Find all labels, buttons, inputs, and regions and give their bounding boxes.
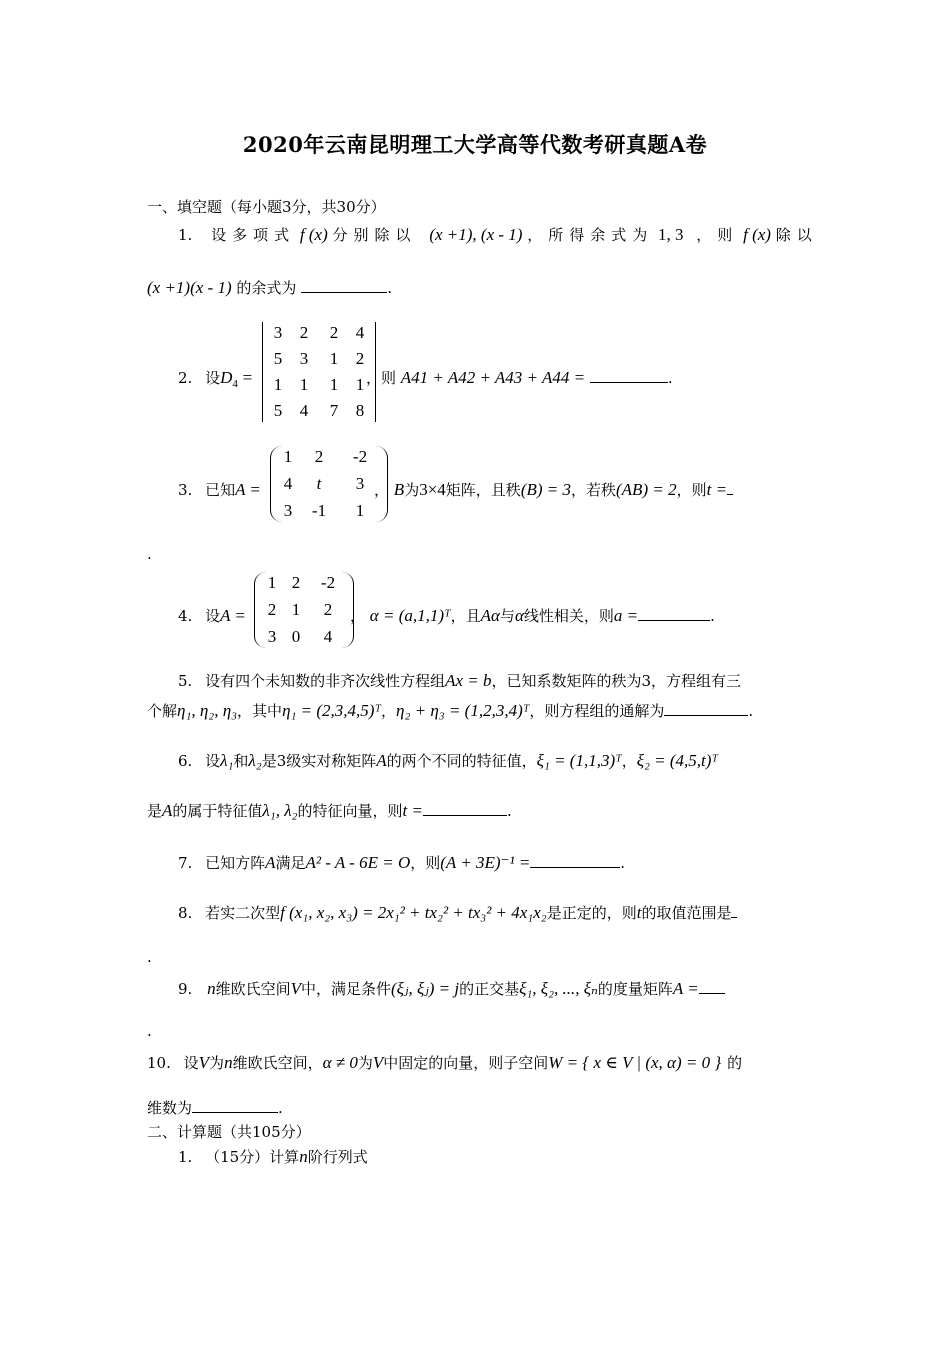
q4-matrix (254, 572, 354, 648)
q1-math-4: f (x) (743, 225, 771, 244)
q8-number: 8. (178, 904, 193, 922)
q5-math-4: η₂ + η₃ = (1,2,3,4)ᵀ (396, 701, 530, 720)
q5-math-1: Ax = b (445, 671, 492, 690)
q2-text-2: ，则 (366, 369, 397, 387)
q3-math-3: (B) = 3 (520, 480, 571, 499)
q2-determinant-grid (267, 322, 371, 422)
q5-text-4: ，其中 (237, 702, 283, 720)
q6-text-3: 是3级实对称矩阵 (261, 752, 377, 770)
q1-number: 1. (178, 226, 193, 244)
q3-text-5: ，若秩 (571, 481, 617, 499)
q6-answer-blank (423, 803, 507, 816)
q10-answer-blank (192, 1100, 278, 1113)
q3-end: . (147, 545, 152, 563)
q6-text-6: 是 (147, 802, 163, 820)
q10-math-2: n (224, 1053, 233, 1072)
q1-math-3: 1, 3 (658, 225, 684, 244)
q4-math-2: Aα (480, 606, 500, 625)
q3-math-5: t = (706, 480, 728, 499)
q8-end: . (147, 948, 152, 966)
q2-matrix-cell: 4 (355, 323, 365, 342)
q4-text-3: ，且 (450, 607, 481, 625)
q6-text-1: 设 (205, 752, 221, 770)
q8-text-1: 若实二次型 (205, 904, 281, 922)
q1-end: . (387, 279, 392, 297)
q3-matrix-cell: 3 (283, 501, 293, 520)
q2-matrix-cell: 1 (299, 375, 309, 394)
c1-math-1: n (299, 1147, 308, 1166)
q10-text-2: 为 (209, 1054, 225, 1072)
q2-lhs-sub: 4 (232, 378, 238, 390)
question-5-line-2 (147, 700, 753, 721)
c1-text-2: 阶行列式 (307, 1148, 368, 1166)
q8-text-2: 是正定的，则 (546, 904, 637, 922)
q3-matrix-cell: 4 (283, 474, 293, 493)
q2-matrix-cell: 5 (273, 349, 283, 368)
q2-end: . (667, 369, 673, 387)
q6-math-3: A (376, 751, 387, 770)
q9-text-2: 中，满足条件 (301, 980, 392, 998)
q10-math-4: V (372, 1053, 384, 1072)
q4-math-3: α (514, 606, 524, 625)
q9-math-4: ξ₁, ξ₂, ..., ξₙ (519, 979, 598, 998)
q3-text-6: ，则 (676, 481, 707, 499)
q6-end: . (506, 802, 512, 820)
q4-text-5: 线性相关，则 (523, 607, 614, 625)
q2-matrix-cell: 5 (273, 401, 283, 420)
q10-math-5: W = { x ∈ V | (x, α) = 0 } (548, 1053, 722, 1072)
q4-answer-blank (638, 608, 710, 621)
q4-matrix-cell: 1 (291, 600, 301, 619)
q2-expr: A41 + A42 + A43 + A44 = (400, 368, 586, 387)
q7-text-2: 满足 (275, 854, 306, 872)
q10-text-7: 维数为 (147, 1099, 193, 1117)
q10-text-1: 设 (183, 1054, 199, 1072)
q2-matrix-cell: 1 (273, 375, 283, 394)
q1-math-1: f (x) (299, 225, 328, 244)
q4-text-4: 与 (499, 607, 515, 625)
q3-matrix-cell: -1 (311, 501, 327, 520)
q2-matrix-cell: 1 (329, 349, 339, 368)
q3-matrix-cell: 1 (283, 447, 293, 466)
q4-matrix-cell: 2 (267, 600, 277, 619)
q4-math-4: a = (613, 606, 639, 625)
q9-math-5: A = (672, 979, 699, 998)
q4-text-1: 设 (205, 607, 221, 625)
q7-answer-blank (530, 855, 620, 868)
q10-math-1: V (198, 1053, 210, 1072)
q3-math-2: 3×4 (419, 480, 446, 499)
q7-text-3: ，则 (410, 854, 441, 872)
q2-matrix-cell: 2 (299, 323, 309, 342)
q6-text-5: ， (621, 752, 637, 770)
q2-lhs: D (220, 368, 233, 387)
q3-text-3: 为 (404, 481, 420, 499)
q4-matrix-cell: 1 (267, 573, 277, 592)
q1-text-5: 除以 (775, 226, 818, 244)
q3-matrix-cell: 3 (355, 474, 365, 493)
q3-matrix-grid (279, 446, 379, 522)
q10-text-3: 维欧氏空间， (232, 1054, 323, 1072)
q5-text-3: 个解 (147, 702, 178, 720)
q3-matrix-cell: 1 (355, 501, 365, 520)
q9-text-4: 的度量矩阵 (597, 980, 673, 998)
q2-matrix-cell: 1 (355, 375, 365, 394)
q6-math-7: λ₁, λ₂ (262, 801, 298, 820)
q5-math-2: η₁, η₂, η₃ (177, 701, 238, 720)
q6-text-7: 的属于特征值 (172, 802, 263, 820)
q6-math-2: λ₂ (248, 751, 262, 770)
q6-text-2: 和 (233, 752, 249, 770)
q8-answer-blank (731, 905, 737, 918)
q4-matrix-cell: 0 (291, 627, 301, 646)
q9-math-1: n (207, 979, 216, 998)
q4-lhs: A = (220, 606, 246, 625)
q10-text-5: 中固定的向量，则子空间 (383, 1054, 549, 1072)
q10-number: 10. (147, 1054, 171, 1072)
q3-suffix (374, 479, 733, 500)
q10-end: . (278, 1099, 283, 1117)
question-10-line-1 (147, 1052, 742, 1073)
q4-text-2: ， (350, 607, 366, 625)
c1-text-1: （15分）计算 (205, 1148, 300, 1166)
question-8 (178, 902, 737, 923)
q6-text-4: 的两个不同的特征值， (386, 752, 537, 770)
q4-suffix (350, 605, 715, 626)
q2-prefix (178, 367, 252, 390)
q7-math-3: (A + 3E)⁻¹ = (440, 853, 531, 872)
q3-matrix-cell: -2 (352, 447, 368, 466)
q2-text-1: 设 (205, 369, 221, 387)
q5-text-6: ，则方程组的通解为 (529, 702, 665, 720)
q9-text-1: 维欧氏空间 (215, 980, 291, 998)
q2-matrix-cell: 8 (355, 401, 365, 420)
q6-math-5: ξ₂ = (4,5,t)ᵀ (636, 751, 718, 770)
q2-matrix-cell: 4 (299, 401, 309, 420)
q3-prefix (178, 479, 261, 500)
q4-matrix-cell: 4 (323, 627, 333, 646)
q9-answer-blank (699, 981, 725, 994)
q3-number: 3. (178, 481, 193, 499)
q7-number: 7. (178, 854, 193, 872)
q4-matrix-cell: 2 (323, 600, 333, 619)
q5-text-5: ， (381, 702, 397, 720)
q3-lhs: A = (235, 480, 261, 499)
q1-answer-blank (301, 280, 387, 293)
page-title: 2020年云南昆明理工大学高等代数考研真题A卷 (242, 132, 708, 157)
q1-text-3: ，所得余式为 (527, 226, 654, 244)
q10-text-6: 的 (727, 1054, 743, 1072)
q4-prefix (178, 605, 246, 626)
q3-math-4: (AB) = 2 (616, 480, 677, 499)
q4-end: . (710, 607, 715, 625)
q4-matrix-cell: -2 (320, 573, 336, 592)
question-6-line-2 (147, 800, 512, 821)
q2-matrix-cell: 1 (329, 375, 339, 394)
question-7 (178, 852, 625, 873)
q5-answer-blank (664, 703, 748, 716)
q3-text-1: 已知 (205, 481, 236, 499)
q5-end: . (748, 702, 754, 720)
q1-math-5: (x +1)(x - 1) (147, 278, 232, 297)
q2-suffix (366, 367, 673, 388)
c1-number: 1. (178, 1148, 193, 1166)
q3-text-4: 矩阵，且秩 (445, 481, 521, 499)
q4-number: 4. (178, 607, 193, 625)
q2-answer-blank (590, 370, 668, 383)
q8-math-2: t (636, 903, 642, 922)
q2-matrix-cell: 3 (273, 323, 283, 342)
q1-text-6: 的余式为 (236, 279, 297, 297)
q3-matrix-cell: t (316, 474, 322, 493)
q1-math-2: (x +1), (x - 1) (429, 225, 523, 244)
q4-matrix-cell: 3 (267, 627, 277, 646)
q3-text-2: ， (374, 481, 390, 499)
q2-eq: = (242, 368, 253, 387)
q1-text-1: 设多项式 (211, 226, 296, 244)
q2-matrix-cell: 7 (329, 401, 339, 420)
q9-end: . (147, 1022, 152, 1040)
q2-matrix-cell: 2 (329, 323, 339, 342)
question-1-line-1 (178, 224, 818, 245)
q5-math-3: η₁ = (2,3,4,5)ᵀ (282, 701, 382, 720)
q8-text-3: 的取值范围是 (641, 904, 732, 922)
q10-text-4: 为 (357, 1054, 373, 1072)
calc-question-1 (178, 1146, 368, 1167)
q7-math-1: A (265, 853, 276, 872)
q8-math-1: f (x₁, x₂, x₃) = 2x₁² + tx₂² + tx₃² + 4x₁x₂ (280, 903, 547, 922)
q6-math-4: ξ₁ = (1,1,3)ᵀ (536, 751, 622, 770)
q3-matrix-cell: 2 (314, 447, 324, 466)
q10-math-3: α ≠ 0 (322, 1053, 358, 1072)
question-1-line-2 (147, 277, 392, 298)
q7-math-2: A² - A - 6E = O (305, 853, 411, 872)
q4-math-1: α = (a,1,1)ᵀ (369, 606, 451, 625)
section-2-header: 二、计算题（共105分） (147, 1123, 311, 1141)
q6-math-6: A (162, 801, 173, 820)
q2-matrix-cell: 2 (355, 349, 365, 368)
section-1-header: 一、填空题（每小题3分，共30分） (147, 198, 386, 216)
q6-text-8: 的特征向量，则 (297, 802, 403, 820)
q2-number: 2. (178, 369, 193, 387)
q2-determinant (262, 322, 376, 422)
q3-answer-blank (727, 482, 733, 495)
question-5-line-1 (178, 670, 741, 691)
q4-matrix-cell: 2 (291, 573, 301, 592)
question-10-line-2 (147, 1097, 283, 1118)
q5-number: 5. (178, 672, 193, 690)
q3-matrix (270, 446, 388, 522)
q6-number: 6. (178, 752, 193, 770)
q4-matrix-grid (263, 572, 345, 648)
q5-text-2: ，已知系数矩阵的秩为3，方程组有三 (491, 672, 742, 690)
q3-math-1: B (393, 480, 405, 499)
q9-number: 9. (178, 980, 193, 998)
q9-text-3: 的正交基 (459, 980, 520, 998)
q2-matrix-cell: 3 (299, 349, 309, 368)
q9-math-3: (ξⱼ, ξⱼ) = j (391, 979, 460, 998)
q1-text-4: ，则 (696, 226, 739, 244)
question-9 (178, 978, 725, 999)
q6-math-8: t = (402, 801, 423, 820)
question-6-line-1 (178, 750, 718, 771)
q5-text-1: 设有四个未知数的非齐次线性方程组 (205, 672, 446, 690)
q7-text-1: 已知方阵 (205, 854, 266, 872)
q7-end: . (620, 854, 626, 872)
q1-text-2: 分别除以 (332, 226, 417, 244)
q9-math-2: V (290, 979, 301, 998)
q6-math-1: λ₁ (220, 751, 234, 770)
